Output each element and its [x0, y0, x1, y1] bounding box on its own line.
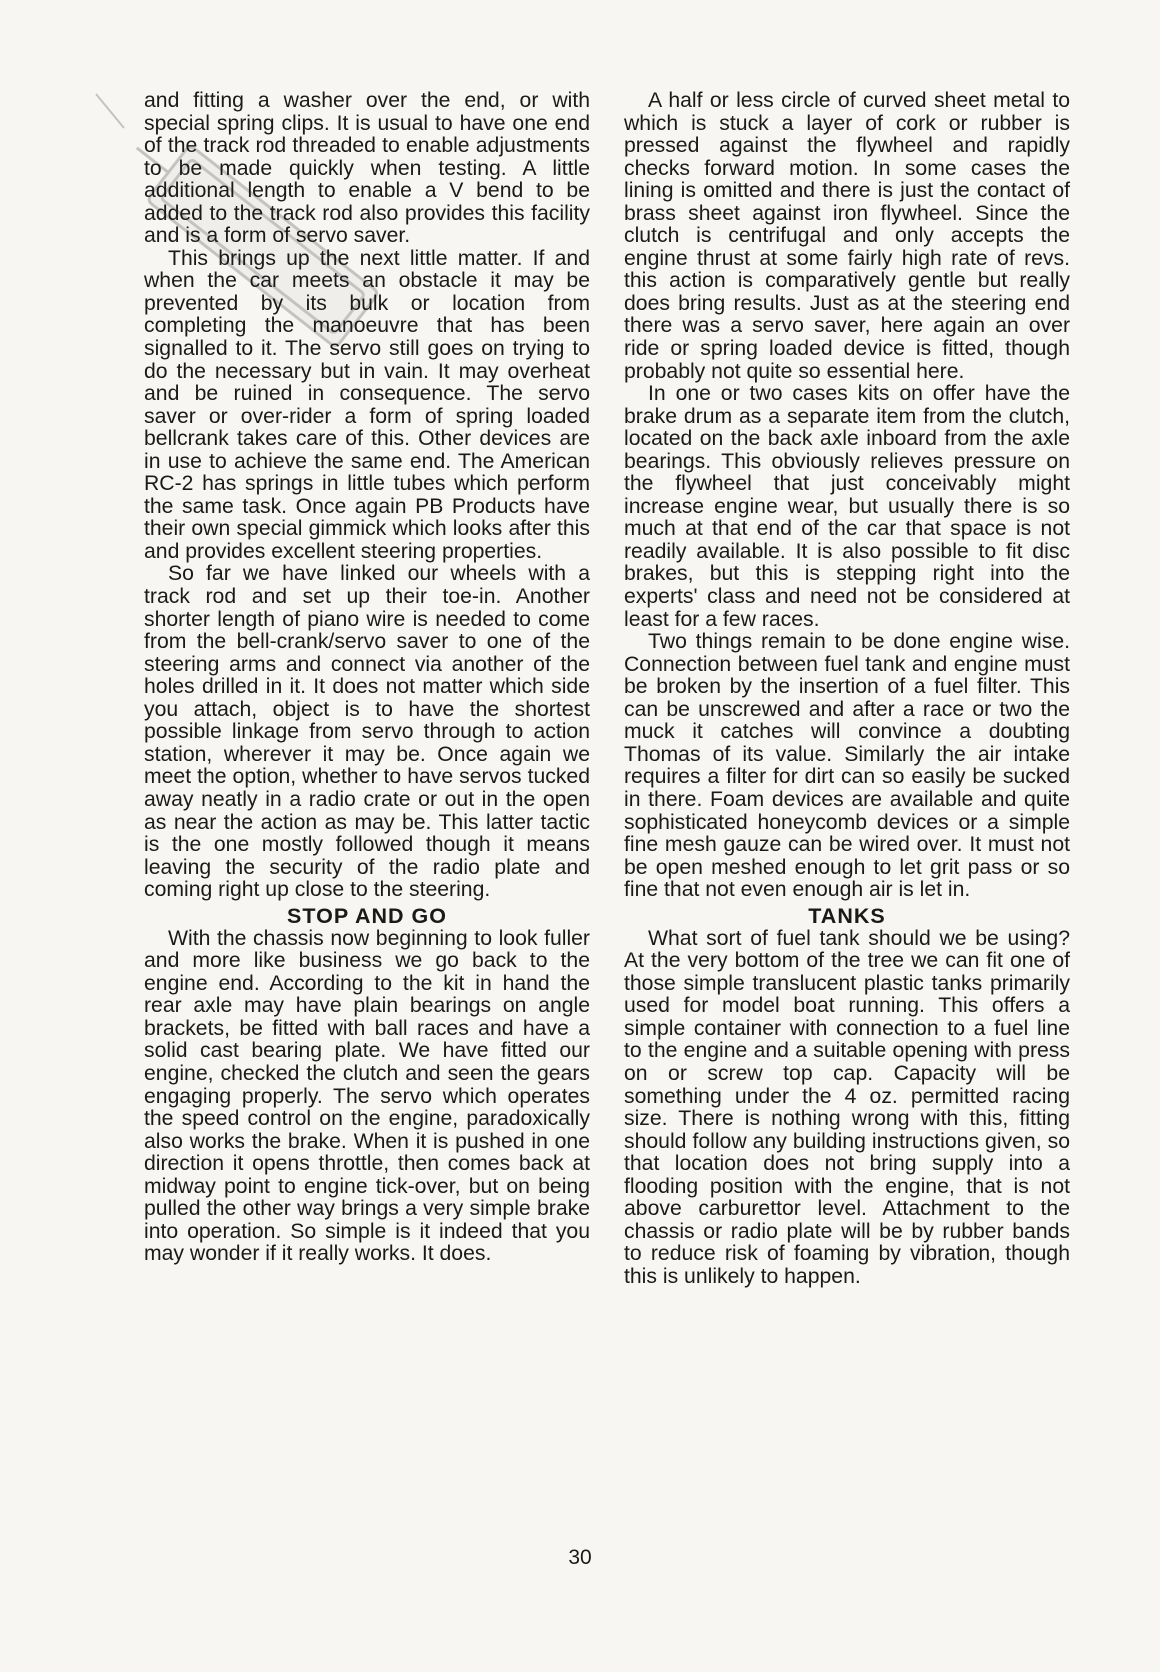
paragraph: Two things remain to be done engine wise. Connection between fuel tank and engine must be broken by the insertion of a fuel filter. This can be unscrewed and after a race or two the muck it catches will convince a doubting Thomas of its value. Similarly the air intake requires a filter for dirt can so easily be sucked in there. Foam devices are available and quite sophisticated honeycomb devices or a simple fine mesh gauze can be wired over. It must not be open meshed enough to let grit pass or so fine that not even enough air is let in. — [624, 630, 1070, 902]
paragraph: A half or less circle of curved sheet metal to which is stuck a layer of cork or rubber is pressed against the flywheel and rapidly checks forward motion. In some cases the lining is omitted and there is just the contact of brass sheet against iron flywheel. Since the clutch is centrifugal and only accepts the engine thrust at some fairly high rate of revs. this action is comparatively gentle but really does bring results. Just as at the steering end there was a servo saver, here again an over ride or spring loaded device is fitted, though probably not quite so essential here. — [624, 89, 1070, 383]
paragraph: and fitting a washer over the end, or with special spring clips. It is usual to have one end of the track rod threaded to enable adjustments to be made quickly when testing. A little additional length to enable a V bend to be added to the track rod also provides this facility and is a form of servo saver. — [144, 89, 590, 248]
section-heading-stop-and-go: STOP AND GO — [287, 903, 447, 928]
paragraph: What sort of fuel tank should we be using? At the very bottom of the tree we can fit one of those simple translucent plastic tanks primarily used for model boat running. This offers a simple container with connection to a fuel line to the engine and a suitable opening with press on or screw top cap. Capacity will be something under the 4 oz. permitted racing size. There is nothing wrong with this, fitting should follow any building instructions given, so that location does not bring supply into a flooding position with the engine, that is not above carburettor level. Attachment to the chassis or radio plate will be by rubber bands to reduce risk of foaming by vibration, though this is unlikely to happen. — [624, 926, 1070, 1288]
paragraph: In one or two cases kits on offer have the brake drum as a separate item from the clutch, located on the back axle inboard from the axle bearings. This obviously relieves pressure on the flywheel that just conceivably might increase engine wear, but usually there is so much at that end of the car that space is not readily available. It is also possible to fit disc brakes, but this is stepping right into the experts' class and need not be considered at least for a few races. — [624, 382, 1070, 631]
section-heading-tanks: TANKS — [808, 903, 886, 928]
right-column — [624, 90, 1070, 1288]
paragraph: With the chassis now beginning to look fuller and more like business we go back to the engine end. According to the kit in hand the rear axle may have plain bearings on angle brackets, be fitted with ball races and have a solid cast bearing plate. We have fitted our engine, checked the clutch and seen the gears engaging properly. The servo which operates the speed control on the engine, paradoxically also works the brake. When it is pushed in one direction it opens throttle, then comes back at midway point to engine tick-over, but on being pulled the other way brings a very simple brake into operation. So simple is it indeed that you may wonder if it really works. It does. — [144, 926, 590, 1266]
paragraph: So far we have linked our wheels with a track rod and set up their toe-in. Another shorter length of piano wire is needed to come from the bell-crank/servo saver to one of the steering arms and connect via another of the holes drilled in it. It does not matter which side you attach, object is to have the shortest possible linkage from servo through to action station, wherever it may be. Once again we meet the option, whether to have servos tucked away neatly in a radio crate or out in the open as near the action as may be. This latter tactic is the one mostly followed though it means leaving the security of the radio plate and coming right up close to the steering. — [144, 562, 590, 902]
left-column — [144, 90, 590, 1266]
page-number: 30 — [568, 1546, 592, 1569]
paragraph: This brings up the next little matter. If and when the car meets an obstacle it may be prevented by its bulk or location from completing the manoeuvre that has been signalled to it. The servo still goes on trying to do the necessary but in vain. It may overheat and be ruined in consequence. The servo saver or over-rider a form of spring loaded bellcrank takes care of this. Other devices are in use to achieve the same end. The American RC-2 has springs in little tubes which perform the same task. Once again PB Products have their own special gimmick which looks after this and provides excellent steering properties. — [144, 246, 590, 563]
